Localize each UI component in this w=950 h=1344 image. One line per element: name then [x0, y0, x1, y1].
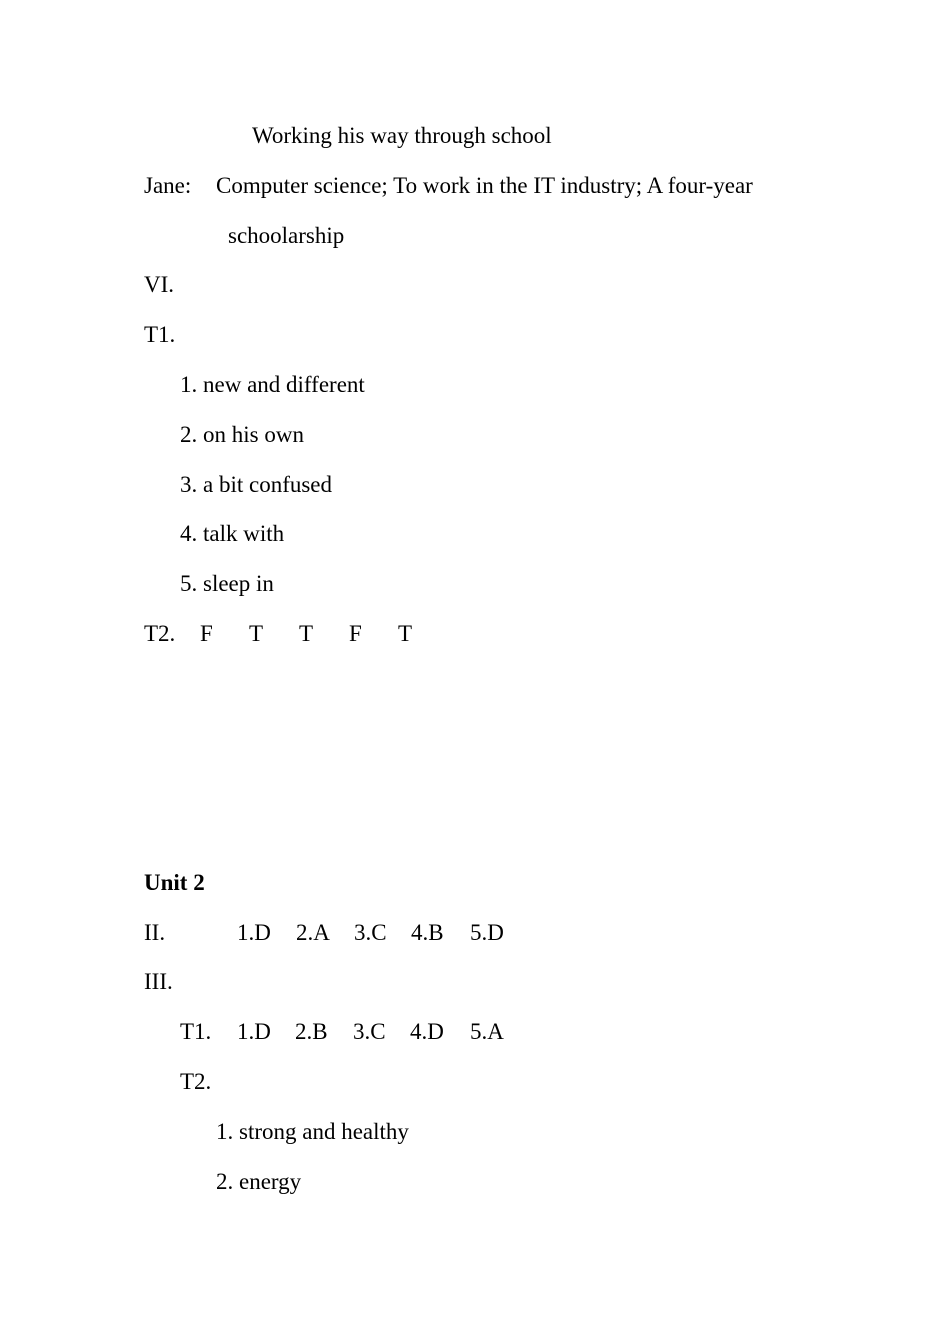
list-item: 3. a bit confused: [180, 472, 333, 497]
answer-item: F: [200, 621, 213, 646]
task-label-t2: T2.: [180, 1069, 212, 1094]
task-label-t1: T1.: [180, 1019, 212, 1044]
task-label-t2: T2.: [144, 621, 176, 646]
answer-item: 3.C: [354, 920, 387, 945]
answer-item: T: [249, 621, 264, 646]
task-label-t1: T1.: [144, 322, 176, 347]
answer-item: 5.D: [470, 920, 504, 945]
jane-answer-continuation: schoolarship: [228, 223, 345, 248]
section-label-vi: VI.: [144, 272, 175, 297]
answer-item: 5.A: [470, 1019, 504, 1044]
answer-item: 4.D: [410, 1019, 444, 1044]
list-item: 2. energy: [216, 1169, 302, 1194]
answer-item: F: [349, 621, 362, 646]
answer-item: 2.A: [296, 920, 330, 945]
list-item: 1. strong and healthy: [216, 1119, 409, 1144]
unit-title: Unit 2: [144, 870, 205, 895]
answer-item: 1.D: [237, 920, 271, 945]
speaker-label-jane: Jane:: [144, 173, 192, 198]
section-label-ii: II.: [144, 920, 166, 945]
section-label-iii: III.: [144, 969, 173, 994]
jane-answer-text: Computer science; To work in the IT industry; A four-year: [216, 173, 753, 198]
answer-item: T: [398, 621, 413, 646]
list-item: 4. talk with: [180, 521, 285, 546]
continuation-text: Working his way through school: [252, 123, 552, 148]
answer-item: 1.D: [237, 1019, 271, 1044]
list-item: 2. on his own: [180, 422, 304, 447]
list-item: 1. new and different: [180, 372, 365, 397]
answer-item: 3.C: [353, 1019, 386, 1044]
answer-item: T: [299, 621, 314, 646]
answer-item: 2.B: [295, 1019, 328, 1044]
answer-item: 4.B: [411, 920, 444, 945]
list-item: 5. sleep in: [180, 571, 274, 596]
